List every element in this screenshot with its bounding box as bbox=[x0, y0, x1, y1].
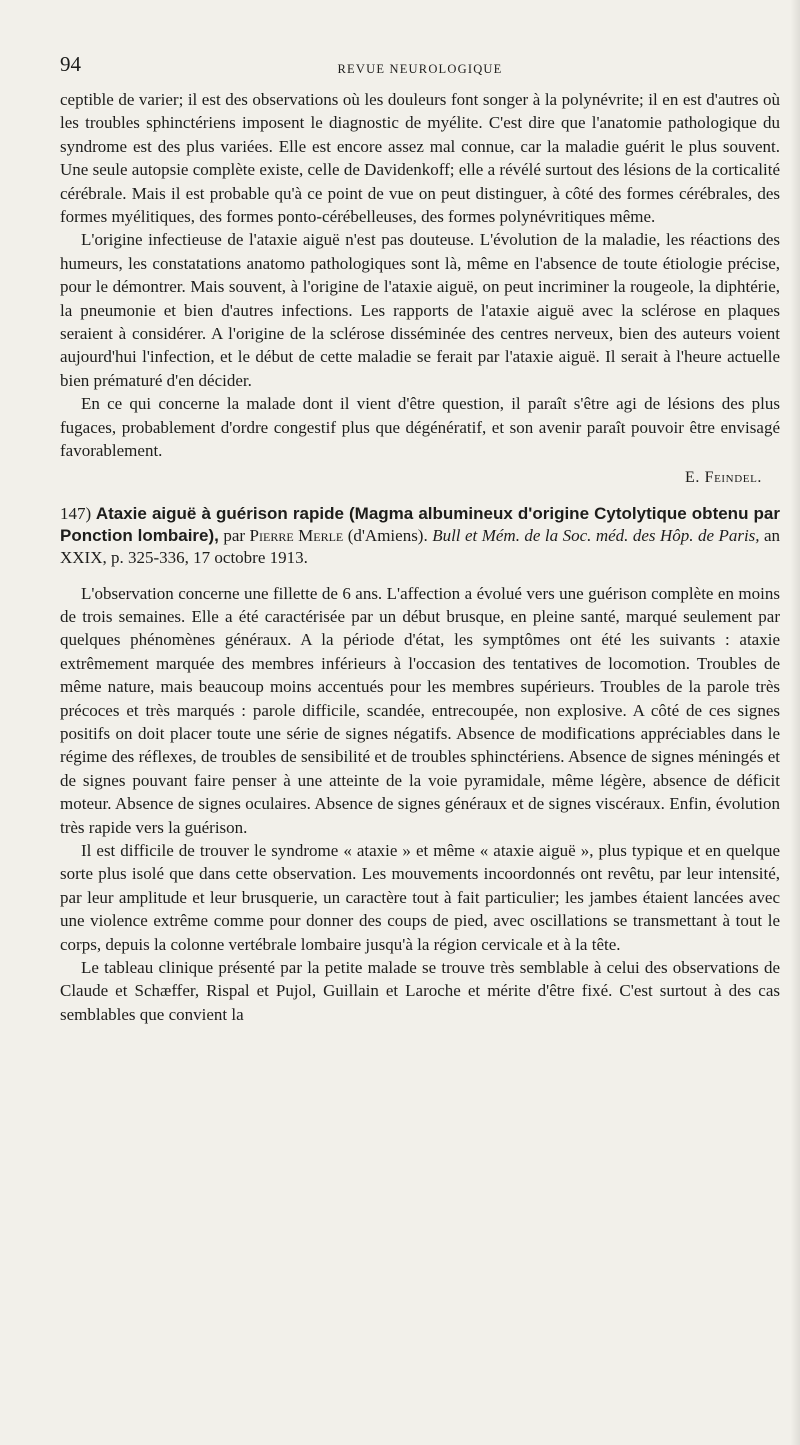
article-by: par bbox=[223, 526, 246, 546]
paragraph: Il est difficile de trouver le syndrome « ataxie » et même « ataxie aiguë », plus typique et en quelque sorte plus isolé que dans cette observation. Les mouvements incoordonnés ont revêtu, par leur intensité, par leur amplitude et leur brusquerie, un caractère tout à fait particulier; les jambes étaient lancées avec une violence extrême comme pour donner des coups de pied, avec oscillations se transmettant à tout le corps, depuis la colonne vertébrale lombaire jusqu'à la région cervicale et à la tête. bbox=[60, 840, 780, 954]
article-journal: Bull et Mém. de la Soc. méd. des Hôp. de Paris, bbox=[432, 526, 760, 546]
page-edge-shadow bbox=[790, 0, 800, 1445]
running-head: REVUE NEUROLOGIQUE bbox=[337, 62, 503, 76]
article-heading bbox=[60, 503, 780, 570]
signature-name: Feindel. bbox=[704, 468, 762, 486]
page bbox=[60, 52, 780, 1026]
signature bbox=[60, 466, 762, 489]
article-author: Pierre Merle bbox=[249, 526, 344, 546]
page-header bbox=[60, 52, 780, 88]
paragraph: En ce qui concerne la malade dont il vient d'être question, il paraît s'être agi de lésions des plus fugaces, probablement d'ordre congestif plus que dégénératif, et son avenir paraît pouvoir être envisagé favorablement. bbox=[60, 394, 780, 461]
article-body bbox=[60, 582, 780, 1027]
signature-initial: E. bbox=[685, 468, 705, 486]
paragraph: L'origine infectieuse de l'ataxie aiguë n'est pas douteuse. L'évolution de la maladie, les réactions des humeurs, les constatations anatomo pathologiques sont là, même en l'absence de toute étiologie précise, pour le démontrer. Mais souvent, à l'origine de l'ataxie aiguë, on peut incriminer la rougeole, la diphtérie, la pneumonie et bien d'autres infections. Les rapports de l'ataxie aiguë avec la sclérose en plaques seraient à considérer. A l'origine de la sclérose disséminée des centres nerveux, bien des auteurs voient aujourd'hui l'infection, et le début de cette maladie se ferait par l'ataxie aiguë. Il serait à l'heure actuelle bien prématuré d'en décider. bbox=[60, 230, 780, 390]
article-title: Ataxie aiguë à guérison rapide (Magma albumineux d'origine Cytolytique obtenu par Ponction lombaire), bbox=[60, 503, 781, 546]
article-number: 147) bbox=[60, 503, 92, 523]
article-origin: (d'Amiens). bbox=[347, 526, 428, 546]
paragraph: L'observation concerne une fillette de 6 ans. L'affection a évolué vers une guérison complète en moins de trois semaines. Elle a été caractérisée par un début brusque, en pleine santé, marqué seulement par quelques phénomènes généraux. A la période d'état, les symptômes ont été les suivants : ataxie extrêmement marquée des membres inférieurs à l'occasion des tentatives de locomotion. Troubles de même nature, mais beaucoup moins accentués pour les membres supérieurs. Troubles de la parole très précoces et très marqués : parole difficile, scandée, entrecoupée, non explosive. A côté de ces signes positifs on doit placer toute une série de signes négatifs. Absence de modifications appréciables dans le régime des réflexes, de troubles de sensibilité et de troubles sphinctériens. Absence de signes méningés et de signes pouvant faire penser à une atteinte de la voie pyramidale, même légère, absence de déficit moteur. Absence de signes oculaires. Absence de signes généraux et de signes viscéraux. Enfin, évolution très rapide vers la guérison. bbox=[60, 583, 780, 837]
section-continuation bbox=[60, 88, 780, 489]
paragraph: Le tableau clinique présenté par la petite malade se trouve très semblable à celui des observations de Claude et Schæffer, Rispal et Pujol, Guillain et Laroche et mérite d'être fixé. C'est surtout à des cas semblables que convient la bbox=[60, 958, 780, 1024]
article-citation: an XXIX, p. 325-336, 17 octobre 1913. bbox=[60, 526, 781, 568]
page-number: 94 bbox=[60, 52, 81, 76]
paragraph: ceptible de varier; il est des observations où les douleurs font songer à la polynévrite; il en est d'autres où les troubles sphinctériens imposent le diagnostic de myélite. C'est dire que l'anatomie pathologique du syndrome est des plus variées. Elle est encore assez mal connue, car la maladie guérit le plus souvent. Une seule autopsie complète existe, celle de Davidenkoff; elle a révélé surtout des lésions de la corticalité cérébrale. Mais il est probable qu'à ce point de vue on peut distinguer, à côté des formes cérébrales, des formes myélitiques, des formes ponto-cérébelleuses, des formes polynévritiques même. bbox=[60, 90, 780, 227]
